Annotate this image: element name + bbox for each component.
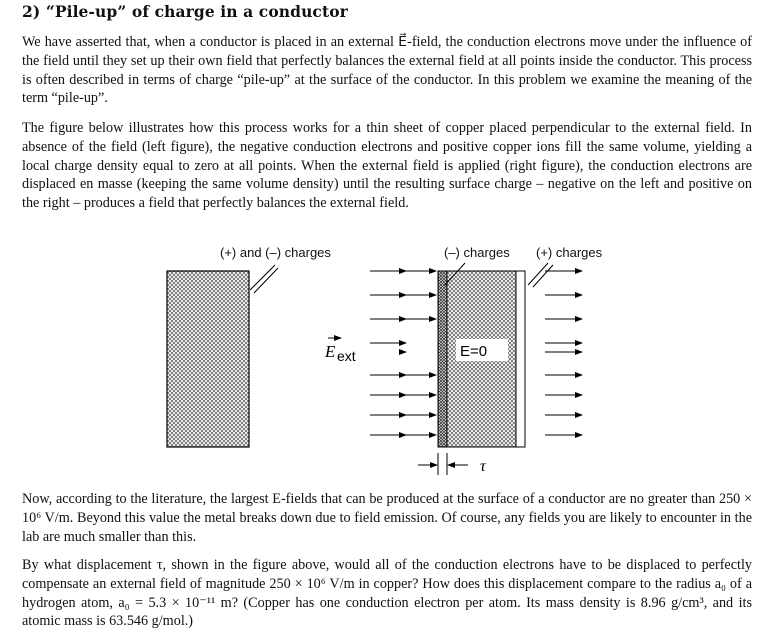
copper-sheet-figure: [150, 255, 620, 480]
sheet-no-field: [167, 265, 278, 447]
external-field-arrows-right: [545, 271, 582, 435]
interior-arrow-columns: [406, 271, 436, 435]
displacement-marker: [418, 453, 487, 475]
paragraph-field-limit: Now, according to the literature, the largest E-fields that can be produced at the surface of a conductor are no greater than 250 × 10⁶ V/m. Beyond this value the metal breaks down due to field emission. Of course, any fields you are likely to encounter in the lab are much smaller than this.: [22, 491, 752, 545]
svg-text:E: E: [325, 342, 336, 361]
external-field-arrows-left: [370, 271, 406, 435]
interior-field-label: [456, 339, 508, 361]
paragraph-question: By what displacement τ, shown in the figure above, would all of the conduction electrons have to be displaced to perfectly compensate an external field of magnitude 250 × 10⁶ V/m in copper? How does this displacement compare to the radius a₀ of a hydrogen atom, a₀ = 5.3 × 10⁻¹¹ m? (Copper has one conduction electron per atom. Its mass density is 8.96 g/cm³, and its atomic mass is 63.546 g/mol.): [22, 557, 752, 630]
label-positive-charges: (+) charges: [536, 245, 603, 260]
svg-text:ext: ext: [337, 348, 356, 364]
svg-text:τ: τ: [480, 458, 486, 475]
label-negative-charges: (–) charges: [444, 245, 510, 260]
external-field-label: [324, 338, 356, 364]
problem-title: 2) “Pile-up” of charge in a conductor: [22, 2, 348, 21]
paragraph-figure-description: The figure below illustrates how this process works for a thin sheet of copper placed perpendicular to the external field. In absence of the field (left figure), the negative conduction electrons and positive copper ions fill the same volume, yielding a local charge density equal to zero at all points. When the external field is applied (right figure), the conduction electrons are displaced en masse (keeping the same volume density) until the resulting surface charge – negative on the left and positive on the right – produces a field that perfectly balances the external field.: [22, 120, 752, 212]
svg-text:E=0: E=0: [460, 343, 488, 360]
label-mixed-charges: (+) and (–) charges: [220, 245, 331, 260]
paragraph-intro: We have asserted that, when a conductor is placed in an external E⃗-field, the conduction electrons move under the influence of the field until they set up their own field that perfectly balances the external field at all points inside the conductor. This process is often described in terms of charge “pile-up” at the surface of the conductor. In this problem we examine the meaning of the term “pile-up”.: [22, 34, 752, 107]
